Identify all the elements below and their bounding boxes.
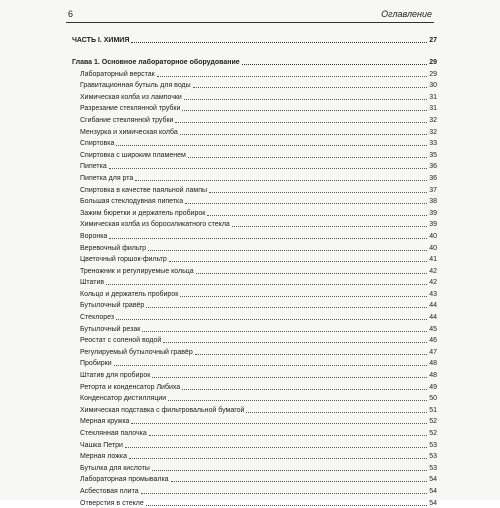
- toc-entry: [80, 195, 437, 207]
- toc-entry-page: 49: [429, 383, 437, 391]
- dot-leader: [180, 296, 427, 297]
- toc-entry-page: 40: [429, 232, 437, 240]
- toc-entry: [80, 229, 437, 241]
- toc-entry-page: 45: [429, 325, 437, 333]
- toc-entry-label: Стеклорез: [80, 314, 115, 322]
- toc-entry-page: 39: [429, 209, 437, 217]
- toc-entry: [80, 392, 437, 404]
- toc-entry-page: 51: [429, 406, 437, 414]
- dot-leader: [180, 134, 427, 135]
- dot-leader: [142, 331, 427, 332]
- dot-leader: [185, 203, 427, 204]
- toc-entry-page: 53: [429, 441, 437, 449]
- toc-entry: [80, 276, 437, 288]
- toc-entry: [80, 415, 437, 427]
- dot-leader: [109, 238, 427, 239]
- toc-entry-page: 33: [429, 140, 437, 148]
- toc-entry: [80, 218, 437, 230]
- toc-entry: [80, 102, 437, 114]
- part-title: ЧАСТЬ I. ХИМИЯ: [72, 37, 130, 44]
- dot-leader: [148, 250, 427, 251]
- dot-leader: [184, 99, 427, 100]
- toc-entry-page: 52: [429, 430, 437, 437]
- chapter-title: Глава 1. Основное лабораторное оборудование: [72, 59, 240, 66]
- toc-entry-label: Большая стеклодувная пипетка: [80, 198, 184, 206]
- dot-leader: [109, 168, 427, 169]
- toc-entry-page: 54: [429, 487, 437, 495]
- toc-entry-page: 32: [429, 116, 437, 124]
- page-number: 6: [68, 9, 74, 19]
- dot-leader: [182, 389, 427, 390]
- dot-leader: [232, 226, 427, 227]
- toc-entry-label: Мерная кружка: [80, 418, 130, 426]
- toc-entry-label: Разрезание стеклянной трубки: [80, 105, 181, 113]
- page-header: [66, 2, 434, 23]
- toc-entry-page: 31: [429, 105, 437, 113]
- toc-entry-page: 40: [429, 244, 437, 252]
- toc-entry-label: Отверстия в стекле: [80, 499, 144, 507]
- toc-entry-label: Чашка Петри: [80, 441, 123, 449]
- toc-entry-label: Пипетка: [80, 163, 107, 171]
- toc-entry-label: Бутылка для кислоты: [80, 464, 150, 472]
- toc-entry-label: Реостат с соленой водой: [80, 337, 162, 345]
- toc-entry-label: Химическая подставка с фильтровальной бумагой: [80, 406, 245, 414]
- dot-leader: [196, 273, 428, 274]
- dot-leader: [242, 64, 428, 65]
- toc-part-entry: [72, 33, 437, 45]
- toc-entry-label: Мерная ложка: [80, 453, 127, 461]
- toc-entry-page: 52: [429, 418, 437, 426]
- toc-entry-page: 36: [429, 174, 437, 182]
- toc-entry-page: 39: [429, 221, 437, 229]
- toc-entry-label: Регулируемый бутылочный гравёр: [80, 348, 193, 356]
- dot-leader: [114, 365, 428, 366]
- part-page: 27: [429, 37, 437, 44]
- dot-leader: [195, 354, 427, 355]
- toc-entry: [80, 484, 437, 496]
- toc-entry-page: 42: [429, 267, 437, 275]
- dot-leader: [209, 192, 427, 193]
- toc-entry: [80, 241, 437, 253]
- toc-entry-page: 35: [429, 151, 437, 159]
- toc-entry-label: Стеклянная палочка: [80, 430, 147, 437]
- toc-entry: [80, 357, 437, 369]
- toc-entry-page: 54: [429, 476, 437, 484]
- toc-entry-label: Гравитационная бутыль для воды: [80, 82, 191, 90]
- chapter-page: 29: [429, 59, 437, 66]
- toc-entry-page: 29: [429, 70, 437, 78]
- toc-entry: [80, 322, 437, 334]
- toc-entry: [80, 345, 437, 357]
- toc-entry-page: 47: [429, 348, 437, 356]
- toc-entry-list: [80, 67, 437, 508]
- dot-leader: [169, 261, 427, 262]
- toc-entry: [80, 264, 437, 276]
- dot-leader: [163, 342, 427, 343]
- toc-entry-label: Пипетка для рта: [80, 174, 134, 182]
- toc-entry-page: 53: [429, 464, 437, 472]
- toc-entry: [80, 253, 437, 265]
- toc-entry-page: 32: [429, 128, 437, 136]
- dot-leader: [207, 215, 427, 216]
- toc-entry-page: 31: [429, 93, 437, 101]
- dot-leader: [152, 377, 427, 378]
- toc-entry: [80, 368, 437, 380]
- toc-entry: [80, 67, 437, 79]
- dot-leader: [182, 110, 427, 111]
- toc-entry-label: Реторта и конденсатор Либиха: [80, 383, 181, 391]
- toc-entry-page: 46: [429, 337, 437, 345]
- dot-leader: [146, 307, 427, 308]
- dot-leader: [131, 423, 427, 424]
- dot-leader: [157, 76, 428, 77]
- toc-entry: [80, 473, 437, 485]
- toc-entry-label: Лабораторный верстак: [80, 70, 155, 78]
- dot-leader: [175, 122, 427, 123]
- toc-entry: [80, 403, 437, 415]
- toc-entry: [80, 450, 437, 462]
- toc-entry-page: 30: [429, 82, 437, 90]
- toc-entry: [80, 171, 437, 183]
- toc-entry-page: 44: [429, 314, 437, 322]
- toc-entry-label: Лабораторная промывалка: [80, 476, 169, 484]
- dot-leader: [171, 481, 428, 482]
- toc-entry-label: Треножник и регулируемые кольца: [80, 267, 194, 275]
- toc-entry: [80, 299, 437, 311]
- toc-entry: [80, 380, 437, 392]
- toc-entry: [80, 310, 437, 322]
- toc-entry-page: 41: [429, 256, 437, 264]
- toc-entry-page: 44: [429, 302, 437, 310]
- toc-entry: [80, 206, 437, 218]
- toc-entry: [80, 160, 437, 172]
- toc-entry-page: 48: [429, 372, 437, 380]
- toc-entry-page: 54: [429, 499, 437, 507]
- dot-leader: [246, 412, 427, 413]
- toc-entry: [80, 496, 437, 508]
- toc-entry-label: Спиртовка в качестве паяльной лампы: [80, 186, 208, 194]
- toc-entry-page: 38: [429, 198, 437, 206]
- toc-entry-label: Спиртовка с широким пламенем: [80, 151, 186, 159]
- toc-entry-label: Бутылочный резак: [80, 325, 141, 333]
- toc-chapter-entry: [72, 55, 437, 67]
- dot-leader: [146, 505, 427, 506]
- dot-leader: [129, 458, 427, 459]
- toc-entry-label: Химическая колба из боросиликатного стекла: [80, 221, 230, 229]
- dot-leader: [106, 284, 427, 285]
- toc-entry-label: Цветочный горшок-фильтр: [80, 256, 167, 264]
- toc-entry: [80, 90, 437, 102]
- toc-entry-label: Сгибание стеклянной трубки: [80, 116, 174, 124]
- toc-entry-label: Веревочный фильтр: [80, 244, 147, 252]
- toc-entry: [80, 334, 437, 346]
- toc-entry-label: Спиртовка: [80, 140, 115, 148]
- toc-entry-label: Мензурка и химическая колба: [80, 128, 178, 136]
- toc-entry-label: Химическая колба из лампочки: [80, 93, 182, 101]
- dot-leader: [141, 493, 428, 494]
- toc-entry: [80, 183, 437, 195]
- dot-leader: [149, 435, 427, 436]
- toc-entry: [80, 148, 437, 160]
- toc-entry-page: 48: [429, 360, 437, 368]
- toc-entry-label: Бутылочный гравёр: [80, 302, 145, 310]
- toc-entry-page: 42: [429, 279, 437, 287]
- toc-entry: [80, 287, 437, 299]
- dot-leader: [131, 42, 427, 43]
- toc-entry: [80, 461, 437, 473]
- toc-entry-page: 53: [429, 453, 437, 461]
- dot-leader: [116, 319, 427, 320]
- toc-entry-label: Штатив: [80, 279, 105, 287]
- toc-entry: [80, 438, 437, 450]
- toc-entry-page: 43: [429, 290, 437, 298]
- running-title: Оглавление: [381, 9, 432, 19]
- toc-entry-label: Пробирки: [80, 360, 112, 368]
- toc-entry-page: 50: [429, 395, 437, 403]
- dot-leader: [188, 157, 427, 158]
- dot-leader: [168, 400, 427, 401]
- toc-entry-page: 36: [429, 163, 437, 171]
- dot-leader: [193, 87, 428, 88]
- toc-entry-label: Конденсатор дистилляции: [80, 395, 167, 403]
- toc-entry-label: Зажим бюретки и держатель пробирок: [80, 209, 206, 217]
- toc-entry: [80, 125, 437, 137]
- toc-entry: [80, 79, 437, 91]
- toc-entry-label: Воронка: [80, 232, 108, 240]
- toc-entry: [80, 137, 437, 149]
- toc-entry: [80, 113, 437, 125]
- dot-leader: [135, 180, 427, 181]
- toc-entry-label: Асбестовая плита: [80, 487, 139, 495]
- dot-leader: [152, 470, 427, 471]
- toc-entry-label: Штатив для пробирок: [80, 372, 151, 380]
- toc-entry-page: 37: [429, 186, 437, 194]
- dot-leader: [116, 145, 427, 146]
- toc-entry-label: Кольцо и держатель пробирок: [80, 290, 179, 298]
- dot-leader: [125, 447, 427, 448]
- toc-entry: [80, 426, 437, 438]
